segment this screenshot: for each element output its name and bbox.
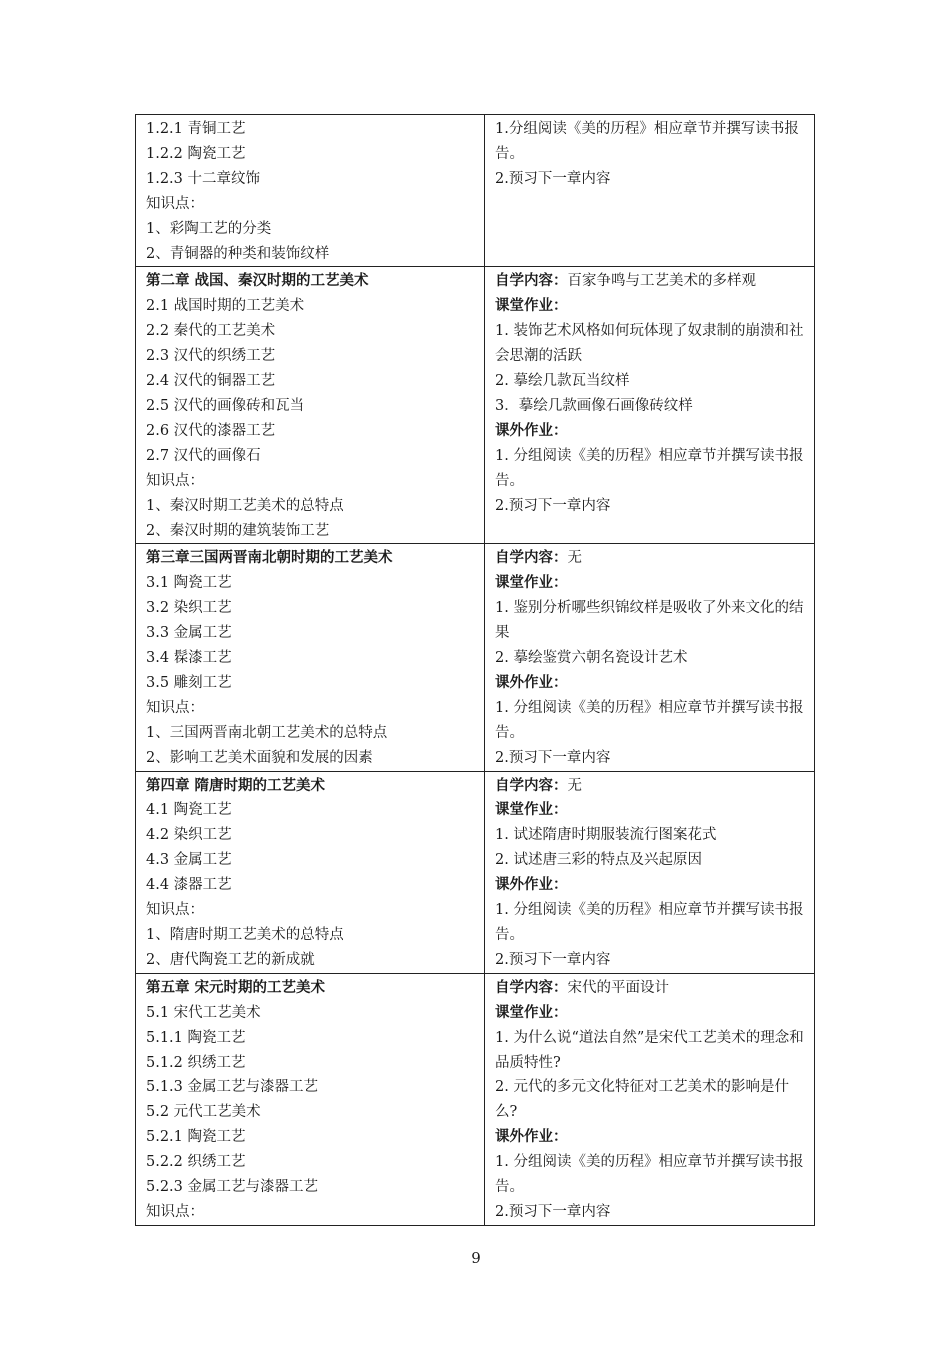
text-line: 1、秦汉时期工艺美术的总特点 (146, 497, 344, 514)
text-line: 4.2 染织工艺 (146, 827, 232, 844)
self-study-label: 自学内容： (495, 272, 568, 290)
chapter-cell (136, 973, 485, 1225)
table-row (136, 115, 815, 267)
text-line: 1. 为什么说“道法自然”是宋代工艺美术的理念和品质特性? (495, 1029, 804, 1071)
text-line: 2、唐代陶瓷工艺的新成就 (146, 951, 315, 968)
text-line (495, 546, 806, 571)
section-heading: 课外作业： (495, 1128, 568, 1146)
text-line: 1. 分组阅读《美的历程》相应章节并撰写读书报告。 (495, 447, 804, 489)
text-line: 3.2 染织工艺 (146, 600, 232, 617)
text-line: 5.1 宋代工艺美术 (146, 1004, 261, 1021)
text-line: 2. 试述唐三彩的特点及兴起原因 (495, 852, 702, 869)
text-line: 知识点： (146, 699, 204, 716)
section-heading: 课堂作业： (495, 297, 568, 315)
text-line: 2. 摹绘鉴赏六朝名瓷设计艺术 (495, 650, 688, 667)
text-line: 1. 分组阅读《美的历程》相应章节并撰写读书报告。 (495, 1154, 804, 1196)
text-line: 4.3 金属工艺 (146, 852, 232, 869)
text-line: 2. 元代的多元文化特征对工艺美术的影响是什么? (495, 1079, 789, 1121)
syllabus-table (135, 114, 815, 1226)
section-heading: 第四章 隋唐时期的工艺美术 (146, 776, 326, 794)
text-line: 2.预习下一章内容 (495, 497, 611, 514)
text-line: 2、秦汉时期的建筑装饰工艺 (146, 522, 330, 539)
text-line: 1. 鉴别分析哪些织锦纹样是吸收了外来文化的结果 (495, 600, 804, 642)
text-line: 2.7 汉代的画像石 (146, 447, 261, 464)
assignment-cell (485, 544, 815, 771)
text-line: 3.1 陶瓷工艺 (146, 575, 232, 592)
text-line: 5.1.2 织绣工艺 (146, 1054, 246, 1071)
text-line: 3.3 金属工艺 (146, 625, 232, 642)
text-line: 2.4 汉代的铜器工艺 (146, 373, 276, 390)
text-line: 1、隋唐时期工艺美术的总特点 (146, 927, 344, 943)
text-line: 2、影响工艺美术面貌和发展的因素 (146, 749, 373, 766)
table-body (136, 115, 815, 1226)
text-line: 1.分组阅读《美的历程》相应章节并撰写读书报告。 (495, 121, 799, 162)
chapter-cell (136, 771, 485, 973)
text-line: 2.预习下一章内容 (495, 1203, 611, 1220)
section-heading: 第五章 宋元时期的工艺美术 (146, 978, 326, 996)
section-heading: 第三章三国两晋南北朝时期的工艺美术 (146, 549, 393, 567)
text-line: 5.2.3 金属工艺与漆器工艺 (146, 1179, 319, 1196)
self-study-label: 自学内容： (495, 549, 568, 567)
text-line: 知识点： (146, 195, 204, 212)
text-line: 1.2.3 十二章纹饰 (146, 170, 261, 187)
section-heading: 课堂作业： (495, 1003, 568, 1021)
chapter-cell (136, 544, 485, 771)
text-line: 2.6 汉代的漆器工艺 (146, 422, 276, 439)
text-line: 1. 装饰艺术风格如何玩体现了奴隶制的崩溃和社会思潮的活跃 (495, 323, 804, 365)
self-study-value: 无 (567, 550, 582, 567)
section-heading: 课外作业： (495, 876, 568, 894)
text-line: 5.2.2 织绣工艺 (146, 1154, 246, 1171)
page-number: 9 (471, 1249, 481, 1267)
text-line (495, 269, 806, 294)
self-study-label: 自学内容： (495, 978, 568, 996)
self-study-value: 无 (567, 777, 582, 794)
text-line: 1.2.2 陶瓷工艺 (146, 145, 246, 162)
table-row (136, 267, 815, 544)
text-line: 知识点： (146, 1203, 204, 1220)
assignment-cell (485, 973, 815, 1225)
text-line: 3.5 雕刻工艺 (146, 674, 232, 691)
assignment-cell (485, 115, 815, 267)
section-heading: 课堂作业： (495, 801, 568, 819)
text-line: 1. 试述隋唐时期服装流行图案花式 (495, 827, 717, 844)
text-line: 4.1 陶瓷工艺 (146, 802, 232, 819)
text-line: 2.1 战国时期的工艺美术 (146, 298, 305, 315)
text-line: 1、三国两晋南北朝工艺美术的总特点 (146, 724, 388, 741)
text-line: 5.2 元代工艺美术 (146, 1104, 261, 1121)
table-row (136, 973, 815, 1225)
text-line: 3.4 髹漆工艺 (146, 650, 232, 667)
text-line: 3．摹绘几款画像石画像砖纹样 (495, 397, 693, 414)
section-heading: 课外作业： (495, 421, 568, 439)
text-line: 2. 摹绘几款瓦当纹样 (495, 373, 630, 390)
text-line: 5.1.3 金属工艺与漆器工艺 (146, 1079, 319, 1096)
text-line: 2.5 汉代的画像砖和瓦当 (146, 397, 305, 414)
text-line (495, 774, 806, 799)
assignment-cell (485, 267, 815, 544)
section-heading: 课堂作业： (495, 574, 568, 592)
text-line: 5.1.1 陶瓷工艺 (146, 1029, 246, 1046)
text-line: 2.3 汉代的织绣工艺 (146, 348, 276, 365)
text-line: 1、彩陶工艺的分类 (146, 220, 272, 237)
text-line: 2.预习下一章内容 (495, 951, 611, 968)
chapter-cell (136, 115, 485, 267)
text-line: 2.预习下一章内容 (495, 170, 611, 187)
section-heading: 课外作业： (495, 673, 568, 691)
assignment-cell (485, 771, 815, 973)
text-line: 知识点： (146, 902, 204, 919)
self-study-value: 宋代的平面设计 (567, 979, 669, 996)
text-line: 2.2 秦代的工艺美术 (146, 323, 276, 340)
self-study-value: 百家争鸣与工艺美术的多样观 (567, 273, 756, 290)
section-heading: 第二章 战国、秦汉时期的工艺美术 (146, 272, 369, 290)
text-line: 2、青铜器的种类和装饰纹样 (146, 245, 330, 262)
text-line (495, 976, 806, 1001)
table-row (136, 544, 815, 771)
self-study-label: 自学内容： (495, 776, 568, 794)
chapter-cell (136, 267, 485, 544)
text-line: 5.2.1 陶瓷工艺 (146, 1129, 246, 1146)
text-line: 知识点： (146, 472, 204, 489)
text-line: 2.预习下一章内容 (495, 749, 611, 766)
text-line: 1.2.1 青铜工艺 (146, 121, 246, 137)
text-line: 4.4 漆器工艺 (146, 877, 232, 894)
text-line: 1. 分组阅读《美的历程》相应章节并撰写读书报告。 (495, 902, 804, 943)
table-row (136, 771, 815, 973)
text-line: 1. 分组阅读《美的历程》相应章节并撰写读书报告。 (495, 699, 804, 741)
